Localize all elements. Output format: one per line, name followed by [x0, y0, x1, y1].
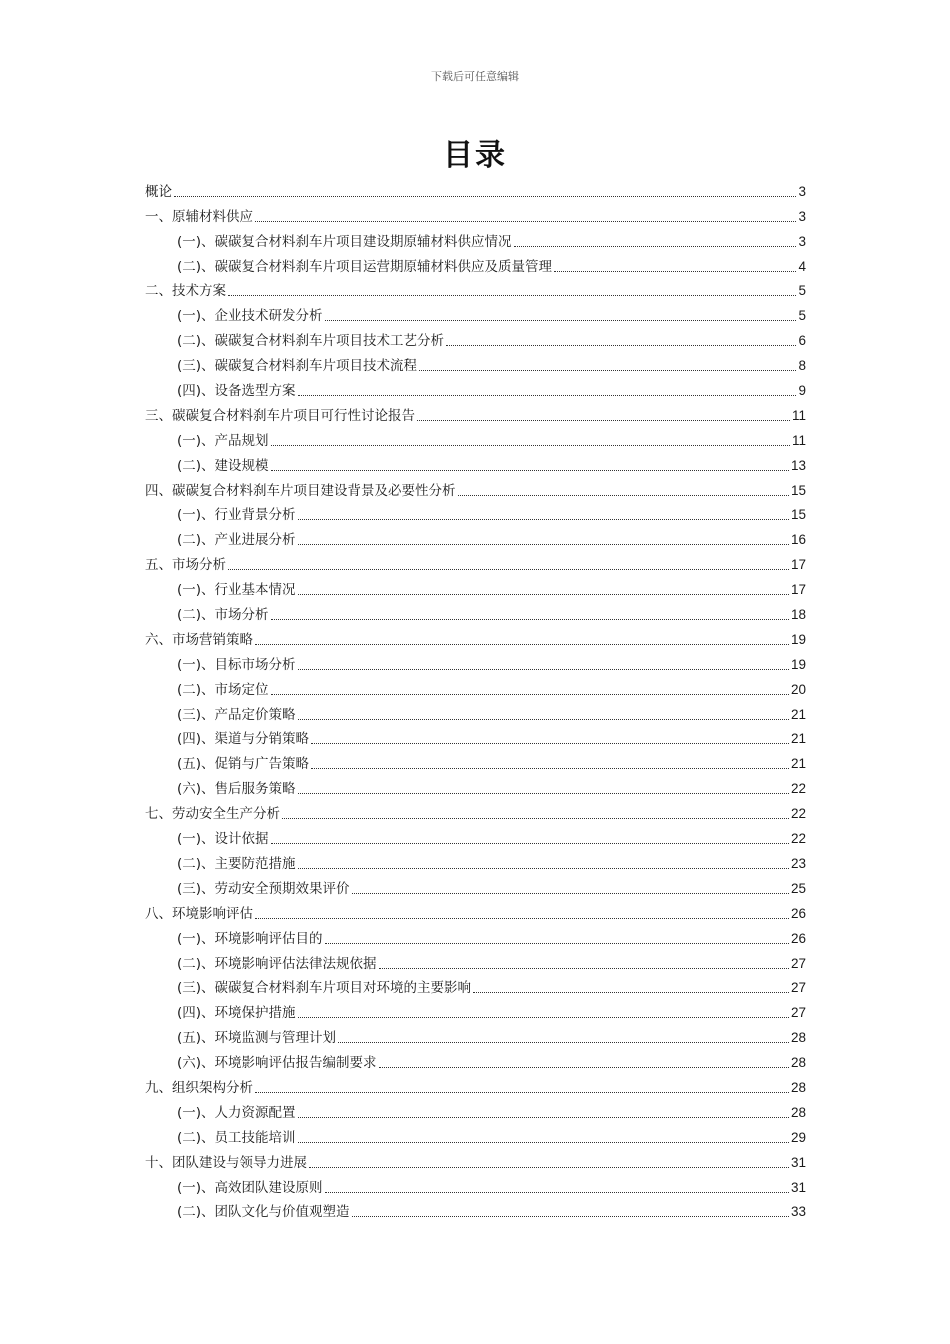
toc-page-number: 16: [790, 532, 806, 548]
toc-page-number: 23: [790, 855, 806, 871]
toc-page-number: 4: [798, 258, 806, 274]
toc-entry-text: (六)、售后服务策略: [177, 781, 296, 798]
toc-entry-text: (一)、行业背景分析: [177, 507, 296, 524]
toc-dot-leader: [338, 1042, 789, 1043]
toc-dot-leader: [379, 1067, 789, 1068]
toc-entry-text: 概论: [145, 183, 172, 200]
toc-page-number: 26: [790, 930, 806, 946]
toc-entry[interactable]: [145, 325, 806, 350]
toc-entry[interactable]: [145, 948, 806, 973]
toc-page-number: 27: [790, 980, 806, 996]
toc-dot-leader: [298, 544, 789, 545]
toc-page-number: 13: [790, 457, 806, 473]
header-note: 下载后可任意编辑: [431, 70, 519, 83]
toc-page-number: 3: [798, 233, 806, 249]
toc-entry-text: (二)、产业进展分析: [177, 532, 296, 549]
toc-entry-text: (二)、主要防范措施: [177, 855, 296, 872]
toc-entry[interactable]: [145, 300, 806, 325]
toc-dot-leader: [255, 644, 789, 645]
toc-entry[interactable]: [145, 475, 806, 500]
toc-dot-leader: [311, 743, 789, 744]
toc-page-number: 28: [790, 1055, 806, 1071]
toc-entry-text: 五、市场分析: [145, 557, 226, 574]
toc-page-number: 9: [798, 383, 806, 399]
toc-dot-leader: [298, 594, 789, 595]
toc-entry-text: 三、碳碳复合材料刹车片项目可行性讨论报告: [145, 407, 415, 424]
toc-entry[interactable]: [145, 524, 806, 549]
toc-dot-leader: [458, 495, 789, 496]
toc-entry[interactable]: [145, 798, 806, 823]
toc-entry[interactable]: [145, 450, 806, 475]
toc-dot-leader: [325, 1192, 789, 1193]
toc-entry-text: 十、团队建设与领导力进展: [145, 1154, 307, 1171]
toc-entry[interactable]: [145, 276, 806, 301]
toc-entry[interactable]: [145, 973, 806, 998]
toc-entry[interactable]: [145, 1172, 806, 1197]
toc-page-number: 21: [790, 731, 806, 747]
toc-entry[interactable]: [145, 923, 806, 948]
toc-dot-leader: [271, 619, 789, 620]
toc-entry-text: (一)、目标市场分析: [177, 656, 296, 673]
toc-dot-leader: [298, 1142, 789, 1143]
toc-dot-leader: [419, 370, 796, 371]
toc-entry-text: (二)、市场分析: [177, 607, 269, 624]
toc-entry[interactable]: [145, 400, 806, 425]
toc-dot-leader: [271, 843, 789, 844]
toc-entry[interactable]: [145, 1097, 806, 1122]
toc-entry-text: (一)、人力资源配置: [177, 1104, 296, 1121]
toc-dot-leader: [325, 320, 797, 321]
toc-entry-text: 九、组织架构分析: [145, 1079, 253, 1096]
toc-entry-text: (二)、市场定位: [177, 681, 269, 698]
toc-entry-text: 八、环境影响评估: [145, 905, 253, 922]
toc-entry[interactable]: [145, 898, 806, 923]
toc-entry[interactable]: [145, 350, 806, 375]
toc-entry[interactable]: [145, 724, 806, 749]
toc-entry-text: (五)、环境监测与管理计划: [177, 1030, 337, 1047]
toc-entry-text: (四)、设备选型方案: [177, 383, 296, 400]
toc-entry-text: (三)、产品定价策略: [177, 706, 296, 723]
toc-page-number: 27: [790, 1005, 806, 1021]
toc-page-number: 31: [790, 1154, 806, 1170]
toc-entry[interactable]: [145, 773, 806, 798]
toc-page-number: 11: [791, 407, 806, 423]
toc-entry[interactable]: [145, 873, 806, 898]
toc-page-number: 19: [790, 656, 806, 672]
toc-entry[interactable]: [145, 574, 806, 599]
toc-page-number: 21: [790, 756, 806, 772]
toc-dot-leader: [325, 943, 789, 944]
toc-dot-leader: [352, 893, 789, 894]
toc-page-number: 22: [790, 831, 806, 847]
toc-entry-text: (二)、员工技能培训: [177, 1129, 296, 1146]
toc-page-number: 11: [791, 432, 806, 448]
toc-entry-text: (一)、环境影响评估目的: [177, 930, 323, 947]
toc-page-number: 22: [790, 781, 806, 797]
toc-page-number: 28: [790, 1104, 806, 1120]
toc-entry-text: (二)、团队文化与价值观塑造: [177, 1204, 350, 1221]
toc-entry-text: (三)、劳动安全预期效果评价: [177, 880, 350, 897]
toc-dot-leader: [174, 196, 796, 197]
toc-entry[interactable]: [145, 624, 806, 649]
toc-page-number: 28: [790, 1079, 806, 1095]
toc-entry[interactable]: [145, 599, 806, 624]
toc-entry-text: (五)、促销与广告策略: [177, 756, 310, 773]
toc-page-number: 28: [790, 1030, 806, 1046]
toc-page-number: 17: [790, 557, 806, 573]
toc-entry[interactable]: [145, 500, 806, 525]
toc-entry-text: (三)、碳碳复合材料刹车片项目技术流程: [177, 358, 418, 375]
toc-dot-leader: [417, 420, 790, 421]
toc-entry[interactable]: [145, 848, 806, 873]
toc-entry[interactable]: [145, 997, 806, 1022]
toc-entry[interactable]: [145, 251, 806, 276]
toc-entry[interactable]: [145, 425, 806, 450]
toc-dot-leader: [298, 719, 789, 720]
toc-dot-leader: [228, 295, 796, 296]
toc-entry[interactable]: [145, 1147, 806, 1172]
toc-dot-leader: [298, 519, 789, 520]
toc-entry-text: 七、劳动安全生产分析: [145, 806, 280, 823]
toc-dot-leader: [298, 1117, 789, 1118]
toc-entry-text: (一)、企业技术研发分析: [177, 308, 323, 325]
toc-page-number: 15: [790, 507, 806, 523]
toc-page-number: 26: [790, 905, 806, 921]
toc-entry-text: 二、技术方案: [145, 283, 226, 300]
toc-page-number: 25: [790, 880, 806, 896]
toc-page-number: 5: [798, 283, 806, 299]
toc-dot-leader: [271, 445, 790, 446]
toc-entry-text: (一)、高效团队建设原则: [177, 1179, 323, 1196]
toc-dot-leader: [255, 918, 789, 919]
toc-dot-leader: [228, 569, 789, 570]
toc-entry-text: (六)、环境影响评估报告编制要求: [177, 1055, 377, 1072]
toc-dot-leader: [282, 818, 789, 819]
toc-dot-leader: [298, 669, 789, 670]
toc-dot-leader: [298, 793, 789, 794]
toc-page-number: 21: [790, 706, 806, 722]
toc-page-number: 19: [790, 631, 806, 647]
toc-page-number: 33: [790, 1204, 806, 1220]
toc-dot-leader: [271, 470, 789, 471]
toc-entry[interactable]: [145, 649, 806, 674]
toc-entry[interactable]: [145, 375, 806, 400]
toc-dot-leader: [446, 345, 796, 346]
toc-entry[interactable]: [145, 823, 806, 848]
toc-page-number: 29: [790, 1129, 806, 1145]
toc-entry-text: 四、碳碳复合材料刹车片项目建设背景及必要性分析: [145, 482, 456, 499]
toc-entry[interactable]: [145, 176, 806, 201]
toc-entry[interactable]: [145, 699, 806, 724]
toc-entry-text: (二)、建设规模: [177, 457, 269, 474]
toc-page-number: 3: [798, 208, 806, 224]
toc-entry-text: (一)、行业基本情况: [177, 582, 296, 599]
toc-page-number: 22: [790, 806, 806, 822]
toc-page-number: 3: [798, 183, 806, 199]
toc-dot-leader: [255, 221, 796, 222]
toc-dot-leader: [298, 1017, 789, 1018]
toc-entry[interactable]: [145, 748, 806, 773]
toc-entry[interactable]: [145, 1072, 806, 1097]
toc-page-number: 17: [790, 582, 806, 598]
toc-page-number: 6: [798, 333, 806, 349]
toc-dot-leader: [271, 694, 789, 695]
toc-page-number: 15: [790, 482, 806, 498]
toc-entry[interactable]: [145, 1197, 806, 1222]
toc-dot-leader: [298, 395, 797, 396]
toc-entry[interactable]: [145, 226, 806, 251]
toc-dot-leader: [255, 1092, 789, 1093]
toc-dot-leader: [514, 246, 797, 247]
toc-page-number: 18: [790, 607, 806, 623]
toc-entry-text: (四)、环境保护措施: [177, 1005, 296, 1022]
toc-entry-text: (三)、碳碳复合材料刹车片项目对环境的主要影响: [177, 980, 472, 997]
toc-entry-text: (一)、产品规划: [177, 432, 269, 449]
toc-entry[interactable]: [145, 1047, 806, 1072]
toc-dot-leader: [298, 868, 789, 869]
toc-entry-text: (二)、碳碳复合材料刹车片项目运营期原辅材料供应及质量管理: [177, 258, 553, 275]
toc-dot-leader: [352, 1216, 789, 1217]
table-of-contents: [145, 176, 806, 1221]
toc-entry[interactable]: [145, 549, 806, 574]
toc-dot-leader: [309, 1167, 789, 1168]
toc-page-number: 31: [790, 1179, 806, 1195]
toc-entry-text: (一)、设计依据: [177, 831, 269, 848]
toc-entry[interactable]: [145, 201, 806, 226]
toc-title: 目录: [443, 138, 507, 173]
toc-entry[interactable]: [145, 1022, 806, 1047]
toc-entry-text: (一)、碳碳复合材料刹车片项目建设期原辅材料供应情况: [177, 233, 512, 250]
toc-entry-text: (四)、渠道与分销策略: [177, 731, 310, 748]
toc-entry-text: (二)、碳碳复合材料刹车片项目技术工艺分析: [177, 333, 445, 350]
toc-page-number: 20: [790, 681, 806, 697]
toc-page-number: 27: [790, 955, 806, 971]
toc-dot-leader: [473, 992, 789, 993]
toc-dot-leader: [379, 968, 789, 969]
toc-entry-text: 六、市场营销策略: [145, 631, 253, 648]
toc-dot-leader: [311, 768, 789, 769]
toc-page-number: 5: [798, 308, 806, 324]
toc-entry[interactable]: [145, 674, 806, 699]
toc-entry-text: 一、原辅材料供应: [145, 208, 253, 225]
toc-entry-text: (二)、环境影响评估法律法规依据: [177, 955, 377, 972]
toc-entry[interactable]: [145, 1122, 806, 1147]
toc-dot-leader: [554, 271, 796, 272]
toc-page-number: 8: [798, 358, 806, 374]
